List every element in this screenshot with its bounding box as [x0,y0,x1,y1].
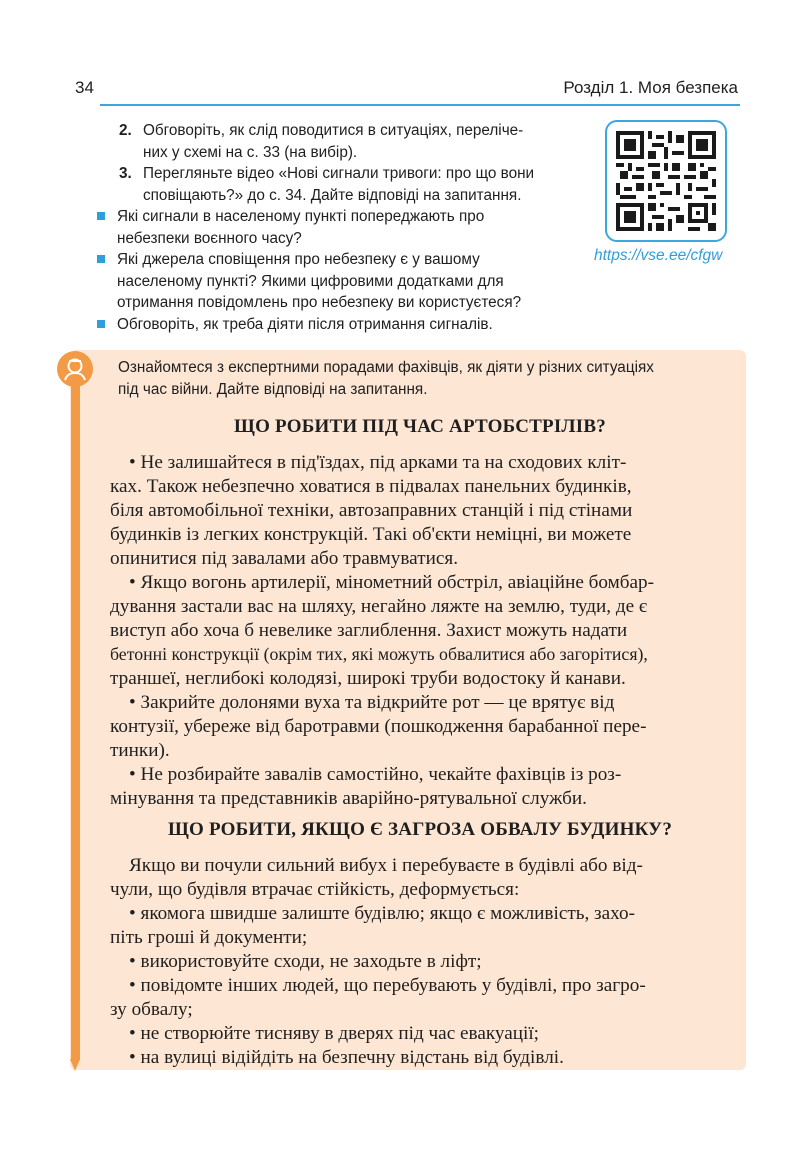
text-line: • не створюйте тисняву в дверях під час евакуації; [129,1023,540,1044]
text-line: зу обвалу; [110,999,193,1020]
text-line: Якщо ви почули сильний вибух і перебуваєте в будівлі або від- [129,855,643,876]
bullet-square-icon [97,255,105,263]
text-line: мінування та представників аварійно-рятувальної служби. [110,788,587,809]
text-line: будинків із легких конструкцій. Такі об'єкти неміцні, ви можете [110,524,632,545]
bullet-square-icon [97,320,105,328]
text-line: біля автомобільної техніки, автозаправних станцій і під стінами [110,500,633,521]
text-line: • Не залишайтеся в під'їздах, під арками та на сходових кліт- [129,452,627,473]
intro-line: Ознайомтеся з експертними порадами фахівців, як діяти у різних ситуаціях [118,359,654,376]
text-line: • Закрийте долонями вуха та відкрийте рот — це врятує від [129,692,615,713]
page-header [75,78,740,104]
text-line: • використовуйте сходи, не заходьте в ліфт; [129,951,482,972]
qr-code-icon [616,131,716,231]
question-line: отримання повідомлень про небезпеку ви користуєтеся? [117,294,522,311]
text-line: • Не розбирайте завалів самостійно, чекайте фахівців із роз- [129,764,622,785]
text-line: тинки). [110,740,170,761]
question-line: Які джерела сповіщення про небезпеку є у вашому [117,251,480,268]
text-line: траншеї, неглибокі колодязі, широкі труби водостоку й канави. [110,668,626,689]
task-number: 3. [119,165,132,182]
text-line: опинитися під завалами або травмуватися. [110,548,458,569]
text-line: • на вулиці відійдіть на безпечну відстань від будівлі. [129,1047,564,1068]
page-number: 34 [75,78,94,97]
text-line: чули, що будівля втрачає стійкість, деформується: [110,879,520,900]
question-item [95,249,595,314]
question-line: Які сигнали в населеному пункті попереджають про [117,208,485,225]
qr-link[interactable]: https://vse.ee/cfgw [594,247,723,264]
text-line: піть гроші й документи; [110,927,308,948]
text-line: • якомога швидше залиште будівлю; якщо є можливість, захо- [129,903,636,924]
bullet-square-icon [97,212,105,220]
text-line: • Якщо вогонь артилерії, мінометний обстріл, авіаційне бомбар- [129,572,655,593]
section-heading: ЩО РОБИТИ, ЯКЩО Є ЗАГРОЗА ОБВАЛУ БУДИНКУ? [167,819,673,840]
text-line: контузії, убереже від баротравми (пошкодження барабанної пере- [110,716,647,737]
chapter-title: Розділ 1. Моя безпека [563,78,738,97]
text-line: ках. Також небезпечно ховатися в підвалах панельних будинків, [110,476,632,497]
tasks-block [95,120,595,335]
arrow-down-icon [70,1059,80,1071]
text-line: • повідомте інших людей, що перебувають у будівлі, про загро- [129,975,646,996]
text-line: бетонні конструкції (окрім тих, які можуть обвалитися або загорітися), [110,644,648,664]
question-line: населеному пункті? Якими цифровими додатками для [117,272,504,290]
task-line: них у схемі на с. 33 (на вибір). [143,143,358,161]
question-item [95,206,595,249]
task-line: Перегляньте відео «Нові сигнали тривоги: про що вони [143,165,535,182]
task-item [95,163,595,206]
intro-line: під час війни. Дайте відповіді на запитання. [118,380,428,398]
panel-intro [118,357,740,400]
question-line: небезпеки воєнного часу? [117,229,302,247]
text-line: виступ або хоча б невелике заглиблення. Захист можуть надати [110,620,628,641]
question-line: Обговоріть, як треба діяти після отримання сигналів. [117,315,493,333]
task-line: сповіщають?» до с. 34. Дайте відповіді на запитання. [143,186,522,204]
question-item [95,314,595,336]
task-item [95,120,595,163]
panel-side-bar [71,380,80,1060]
expert-icon [56,350,94,388]
qr-code[interactable] [605,120,727,242]
header-divider [100,104,740,106]
section-heading: ЩО РОБИТИ ПІД ЧАС АРТОБСТРІЛІВ? [234,416,606,437]
text-line: дування застали вас на шляху, негайно ляжте на землю, туди, де є [110,596,648,617]
task-number: 2. [119,122,132,139]
task-line: Обговоріть, як слід поводитися в ситуаціях, переліче- [143,122,524,139]
